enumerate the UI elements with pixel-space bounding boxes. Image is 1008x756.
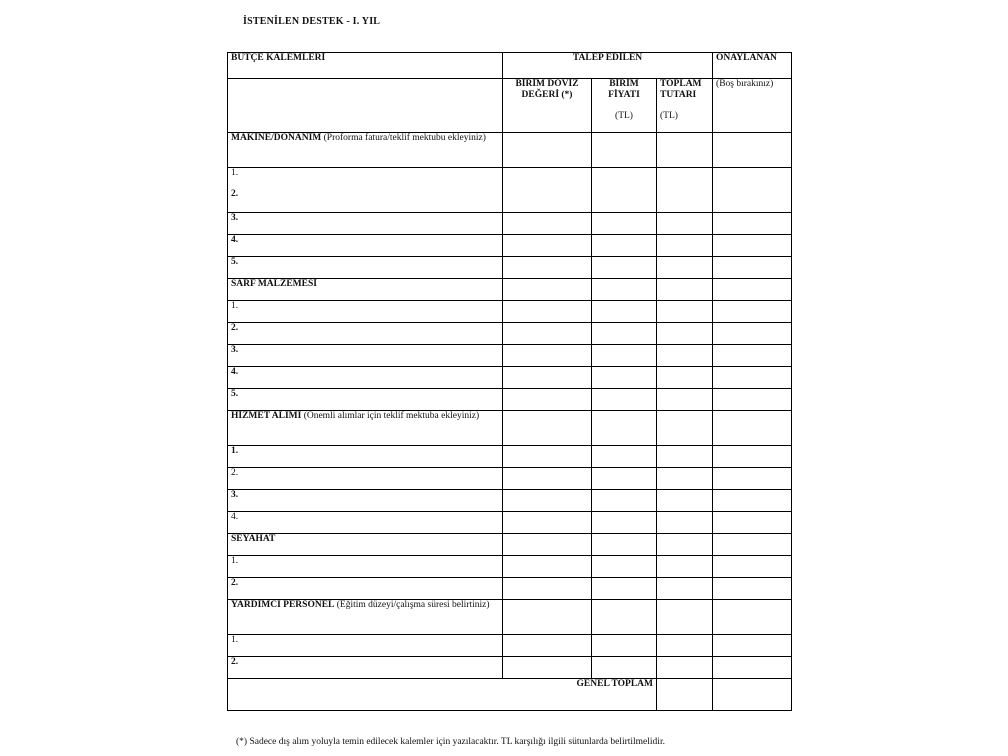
cell[interactable] [592, 534, 657, 556]
budget-table [227, 52, 792, 711]
cell[interactable] [657, 389, 713, 411]
header-unit-price [592, 79, 657, 133]
table-row-label: 1. [228, 556, 503, 578]
cell[interactable] [657, 490, 713, 512]
cell[interactable] [592, 635, 657, 657]
cell[interactable] [503, 657, 592, 679]
cell[interactable] [713, 133, 792, 168]
header-unit-fx [503, 79, 592, 133]
header-unit-price-line2: FİYATI [608, 90, 640, 100]
cell[interactable] [592, 468, 657, 490]
cell[interactable] [657, 213, 713, 235]
header-empty [228, 79, 503, 133]
cell[interactable] [713, 367, 792, 389]
cell[interactable] [657, 468, 713, 490]
cell[interactable] [713, 490, 792, 512]
cell[interactable] [657, 657, 713, 679]
cell[interactable] [713, 534, 792, 556]
table-row-label: 3. [228, 345, 503, 367]
table-row-label: 3. [228, 490, 503, 512]
cell[interactable] [657, 323, 713, 345]
cell[interactable] [503, 345, 592, 367]
cell[interactable] [592, 301, 657, 323]
header-unit-price-unit: (TL) [615, 111, 633, 121]
cell[interactable] [503, 235, 592, 257]
cell[interactable] [657, 168, 713, 213]
cell[interactable] [503, 490, 592, 512]
header-budget-items: BÜTÇE KALEMLERİ [228, 53, 503, 79]
section-staff [228, 600, 503, 635]
cell[interactable] [713, 345, 792, 367]
table-row-label: 5. [228, 257, 503, 279]
cell[interactable] [657, 635, 713, 657]
cell[interactable] [592, 323, 657, 345]
table-row-label: 2. [228, 468, 503, 490]
cell[interactable] [657, 235, 713, 257]
cell[interactable] [592, 556, 657, 578]
table-row-label: 5. [228, 389, 503, 411]
cell[interactable] [713, 279, 792, 301]
cell[interactable] [657, 345, 713, 367]
cell[interactable] [503, 635, 592, 657]
cell[interactable] [713, 468, 792, 490]
cell[interactable] [713, 389, 792, 411]
cell[interactable] [713, 301, 792, 323]
cell[interactable] [713, 235, 792, 257]
cell[interactable] [592, 600, 657, 635]
footnote: (*) Sadece dış alım yoluyla temin edilecek kalemler için yazılacaktır. TL karşılığı ilgili sütunlarda belirtilmelidir. [236, 737, 665, 747]
cell[interactable] [713, 257, 792, 279]
cell[interactable] [503, 512, 592, 534]
cell[interactable] [503, 133, 592, 168]
table-row-label [228, 168, 503, 213]
grand-total-label: GENEL TOPLAM [228, 679, 657, 711]
cell[interactable] [657, 257, 713, 279]
header-leave-blank: (Boş bırakınız) [713, 79, 792, 133]
cell[interactable] [503, 213, 592, 235]
section-services-note: (Önemli alımlar için teklif mektuba ekleyiniz) [303, 411, 480, 421]
header-unit-price-line1: BİRİM [609, 79, 639, 89]
cell[interactable] [592, 446, 657, 468]
cell[interactable] [657, 578, 713, 600]
cell[interactable] [713, 512, 792, 534]
table-row-label: 2. [228, 323, 503, 345]
cell[interactable] [592, 367, 657, 389]
table-row-label: 4. [228, 235, 503, 257]
cell[interactable] [657, 279, 713, 301]
section-consumables-title: SARF MALZEMESİ [228, 279, 503, 301]
table-row-label: 1. [228, 446, 503, 468]
cell[interactable] [503, 446, 592, 468]
cell[interactable] [657, 556, 713, 578]
header-total-line1: TOPLAM [660, 79, 702, 89]
cell[interactable] [592, 411, 657, 446]
section-travel-title: SEYAHAT [228, 534, 503, 556]
cell[interactable] [657, 512, 713, 534]
cell[interactable] [713, 446, 792, 468]
cell[interactable] [503, 578, 592, 600]
cell[interactable] [503, 600, 592, 635]
section-services [228, 411, 503, 446]
cell[interactable] [503, 389, 592, 411]
table-row-label: 2. [228, 657, 503, 679]
cell[interactable] [503, 279, 592, 301]
cell[interactable] [657, 534, 713, 556]
cell[interactable] [503, 257, 592, 279]
machine-row-1: 1. [231, 168, 239, 178]
cell[interactable] [503, 411, 592, 446]
header-unit-fx-line1: BİRİM DÖVİZ [515, 79, 579, 89]
cell[interactable] [713, 556, 792, 578]
section-machine-title: MAKİNE/DONANIM [231, 133, 322, 143]
table-row-label: 3. [228, 213, 503, 235]
cell[interactable] [713, 657, 792, 679]
cell[interactable] [713, 168, 792, 213]
cell[interactable] [713, 213, 792, 235]
cell[interactable] [713, 600, 792, 635]
cell[interactable] [592, 389, 657, 411]
table-row-label: 1. [228, 635, 503, 657]
machine-row-2: 2. [231, 189, 239, 199]
header-requested: TALEP EDİLEN [503, 53, 713, 79]
cell[interactable] [503, 468, 592, 490]
table-row-label: 4. [228, 512, 503, 534]
table-row-label: 2. [228, 578, 503, 600]
cell[interactable] [503, 534, 592, 556]
header-total-line2: TUTARI [660, 90, 697, 100]
cell[interactable] [503, 168, 592, 213]
header-total-unit: (TL) [660, 111, 678, 121]
header-unit-fx-line2: DEĞERİ (*) [521, 90, 573, 100]
cell[interactable] [657, 367, 713, 389]
cell[interactable] [657, 301, 713, 323]
table-row-label: 1. [228, 301, 503, 323]
section-machine [228, 133, 503, 168]
page-title: İSTENİLEN DESTEK - I. YIL [243, 16, 381, 27]
cell[interactable] [503, 367, 592, 389]
cell[interactable] [713, 411, 792, 446]
cell[interactable] [592, 657, 657, 679]
header-approved: ONAYLANAN [713, 53, 792, 79]
cell[interactable] [592, 512, 657, 534]
cell[interactable] [713, 323, 792, 345]
cell[interactable] [592, 257, 657, 279]
section-staff-title: YARDIMCI PERSONEL [231, 600, 335, 610]
cell[interactable] [657, 411, 713, 446]
cell[interactable] [592, 235, 657, 257]
cell[interactable] [592, 168, 657, 213]
section-machine-note: (Proforma fatura/teklif mektubu eklеyiniz) [323, 133, 486, 143]
cell[interactable] [592, 133, 657, 168]
cell[interactable] [503, 556, 592, 578]
section-staff-note: (Eğitim düzeyi/çalışma süresi belirtiniz) [336, 600, 490, 610]
grand-total-approved-cell[interactable] [713, 679, 792, 711]
cell[interactable] [657, 133, 713, 168]
cell[interactable] [592, 578, 657, 600]
grand-total-cell[interactable] [657, 679, 713, 711]
cell[interactable] [503, 301, 592, 323]
cell[interactable] [713, 635, 792, 657]
cell[interactable] [592, 490, 657, 512]
cell[interactable] [657, 600, 713, 635]
cell[interactable] [503, 323, 592, 345]
header-total [657, 79, 713, 133]
cell[interactable] [592, 279, 657, 301]
section-services-title: HİZMET ALIMI [231, 411, 302, 421]
cell[interactable] [713, 578, 792, 600]
table-row-label: 4. [228, 367, 503, 389]
cell[interactable] [592, 213, 657, 235]
cell[interactable] [657, 446, 713, 468]
cell[interactable] [592, 345, 657, 367]
